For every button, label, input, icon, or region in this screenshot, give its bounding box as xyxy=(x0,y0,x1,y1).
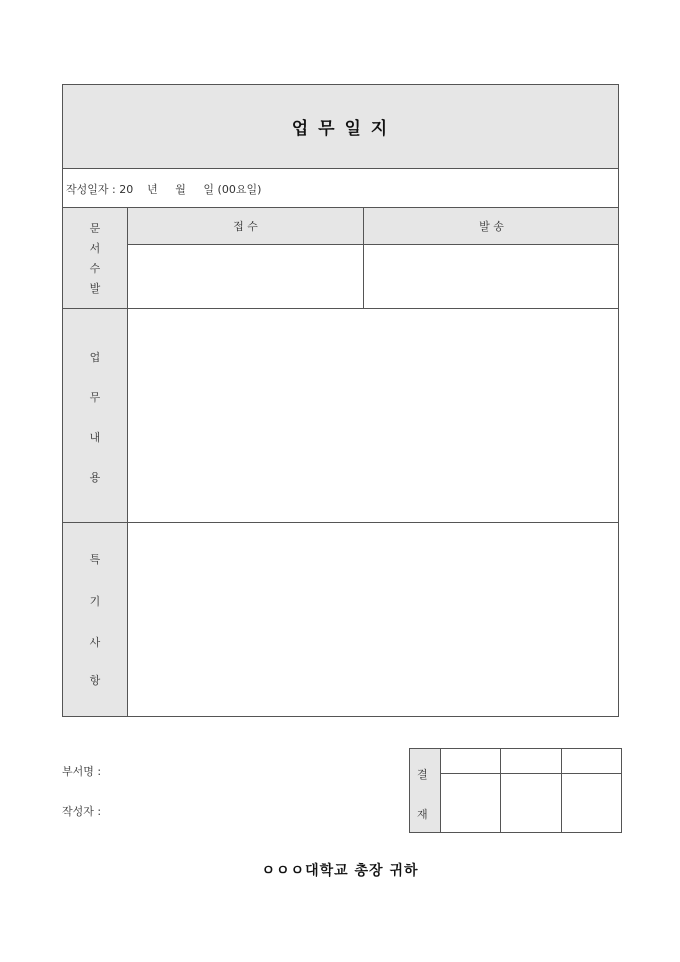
work-section-label-char: 업 xyxy=(89,351,101,364)
special-content-cell[interactable] xyxy=(128,523,619,716)
approval-signature-cell[interactable] xyxy=(441,774,500,832)
department-label: 부서명 : xyxy=(62,765,102,778)
writer-label: 작성자 : xyxy=(62,805,102,818)
approval-signature-cell[interactable] xyxy=(501,774,561,832)
special-section-label-char: 기 xyxy=(89,595,101,608)
doc-section-label-char: 발 xyxy=(89,282,101,295)
date-line: 작성일자 : 20 년 월 일 (00요일) xyxy=(66,183,262,196)
divider xyxy=(62,168,619,169)
work-content-cell[interactable] xyxy=(128,309,619,522)
special-section-label-char: 항 xyxy=(89,674,101,687)
form-title: 업 무 일 지 xyxy=(291,118,390,139)
work-section-label-char: 무 xyxy=(89,391,101,404)
doc-section-label-char: 서 xyxy=(89,242,101,255)
receive-content-cell[interactable] xyxy=(128,245,363,308)
send-column-header: 발 송 xyxy=(479,220,504,233)
approval-label-char: 재 xyxy=(417,808,428,821)
special-section-label-char: 특 xyxy=(89,553,101,566)
special-section-label-char: 사 xyxy=(89,636,101,649)
receive-column-header: 접 수 xyxy=(233,220,258,233)
approval-signature-cell[interactable] xyxy=(562,774,621,832)
work-label-band xyxy=(63,308,128,522)
doc-section-label-char: 수 xyxy=(89,262,101,275)
work-section-label-char: 내 xyxy=(89,431,101,444)
addressee-footer: ㅇㅇㅇ대학교 총장 귀하 xyxy=(261,863,419,879)
approval-label-char: 결 xyxy=(417,768,428,781)
send-content-cell[interactable] xyxy=(364,245,619,308)
doc-section-label-char: 문 xyxy=(89,222,101,235)
work-section-label-char: 용 xyxy=(89,471,101,484)
